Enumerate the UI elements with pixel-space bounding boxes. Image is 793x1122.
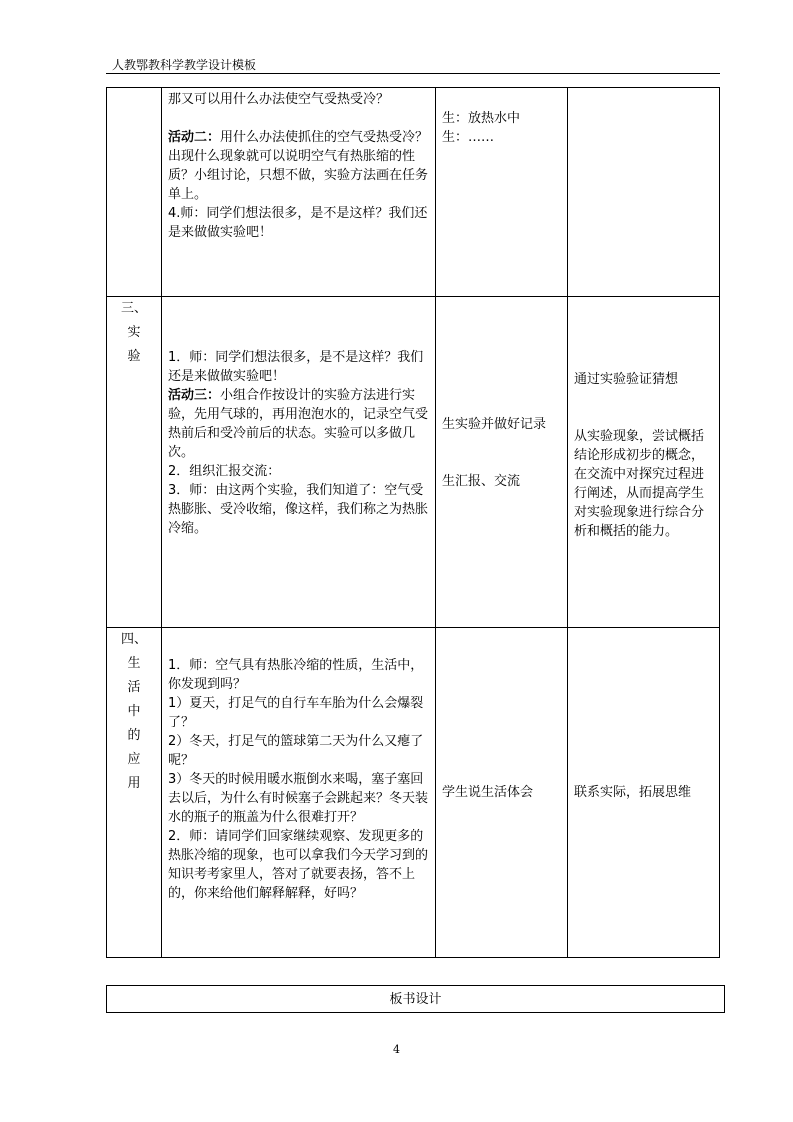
intent-line xyxy=(574,389,715,408)
stage-cell xyxy=(107,88,162,297)
content-line: 3）冬天的时候用暖水瓶倒水来喝，塞子塞回去以后，为什么有时候塞子会跳起来？冬天装水的瓶子的瓶盖为什么很难打开？ xyxy=(168,772,429,825)
stage-label: 四、 xyxy=(120,632,147,647)
content-line xyxy=(168,109,430,128)
intent-line: 从实验现象，尝试概括结论形成初步的概念，在交流中对探究过程进行阐述，从而提高学生对实验现象进行综合分析和概括的能力。 xyxy=(574,429,705,539)
stage-label: 用 xyxy=(127,776,141,791)
intent-line: 通过实验验证猜想 xyxy=(574,372,679,387)
stage-label: 生 xyxy=(127,656,141,671)
student-line: 学生说生活体会 xyxy=(442,785,534,800)
stage-cell xyxy=(107,628,162,958)
content-line: 2．师：请同学们回家继续观察、发现更多的热胀冷缩的现象，也可以拿我们今天学习到的知识考考家里人，答对了就要表扬，答不上的，你来给他们解释解释，好吗？ xyxy=(168,829,429,901)
lesson-table xyxy=(106,87,720,958)
table-row xyxy=(107,628,720,958)
student-line xyxy=(442,453,562,472)
content-line: 活动二：用什么办法使抓住的空气受热受冷？出现什么现象就可以说明空气有热胀缩的性质？小组讨论，只想不做，实验方法画在任务单上。 xyxy=(168,130,429,202)
content-line: 3．师：由这两个实验，我们知道了：空气受热膨胀、受冷收缩，像这样，我们称之为热胀冷缩。 xyxy=(168,483,429,536)
table-row xyxy=(107,88,720,297)
stage-cell xyxy=(107,297,162,628)
intent-line: 联系实际，拓展思维 xyxy=(574,785,692,800)
content-line: 活动三：小组合作按设计的实验方法进行实验，先用气球的，再用泡泡水的，记录空气受热前后和受冷前后的状态。实验可以多做几次。 xyxy=(168,388,429,460)
content-cell xyxy=(162,297,436,628)
content-line: 1）夏天，打足气的自行车车胎为什么会爆裂了？ xyxy=(168,696,424,730)
stage-label: 的 xyxy=(127,728,141,743)
content-line: 1．师：空气具有热胀冷缩的性质，生活中，你发现到吗？ xyxy=(168,658,424,692)
board-design-label: 板书设计 xyxy=(389,992,442,1007)
student-cell xyxy=(436,297,568,628)
student-cell xyxy=(436,628,568,958)
activity-label: 活动三： xyxy=(168,388,221,403)
intent-cell xyxy=(568,628,720,958)
content-line: 4.师：同学们想法很多，是不是这样？我们还是来做做实验吧！ xyxy=(168,206,428,240)
intent-cell xyxy=(568,88,720,297)
student-cell xyxy=(436,88,568,297)
content-line: 2）冬天，打足气的篮球第二天为什么又瘪了呢？ xyxy=(168,734,424,768)
student-line: 生实验并做好记录 xyxy=(442,417,547,432)
student-line xyxy=(442,434,562,453)
stage-label: 中 xyxy=(127,704,141,719)
stage-label: 实 xyxy=(127,325,141,340)
stage-label: 三、 xyxy=(120,301,147,316)
page-header-title: 人教鄂教科学教学设计模板 xyxy=(112,58,257,72)
content-line: 1．师：同学们想法很多，是不是这样？我们还是来做做实验吧！ xyxy=(168,350,424,384)
content-line: 2．组织汇报交流： xyxy=(168,464,281,479)
stage-label: 应 xyxy=(127,752,141,767)
header-rule xyxy=(106,73,720,74)
stage-label: 活 xyxy=(127,680,141,695)
content-cell xyxy=(162,88,436,297)
student-line: 生：放热水中 xyxy=(442,111,521,126)
intent-line xyxy=(574,408,715,427)
content-line: 那又可以用什么办法使空气受热受冷？ xyxy=(168,92,390,107)
page-number: 4 xyxy=(393,1043,400,1056)
board-design-box xyxy=(106,985,725,1013)
stage-label: 验 xyxy=(127,349,141,364)
student-line: 生：…… xyxy=(442,130,495,145)
student-line: 生汇报、交流 xyxy=(442,474,521,489)
content-cell xyxy=(162,628,436,958)
intent-cell xyxy=(568,297,720,628)
activity-label: 活动二： xyxy=(168,130,221,145)
table-row xyxy=(107,297,720,628)
